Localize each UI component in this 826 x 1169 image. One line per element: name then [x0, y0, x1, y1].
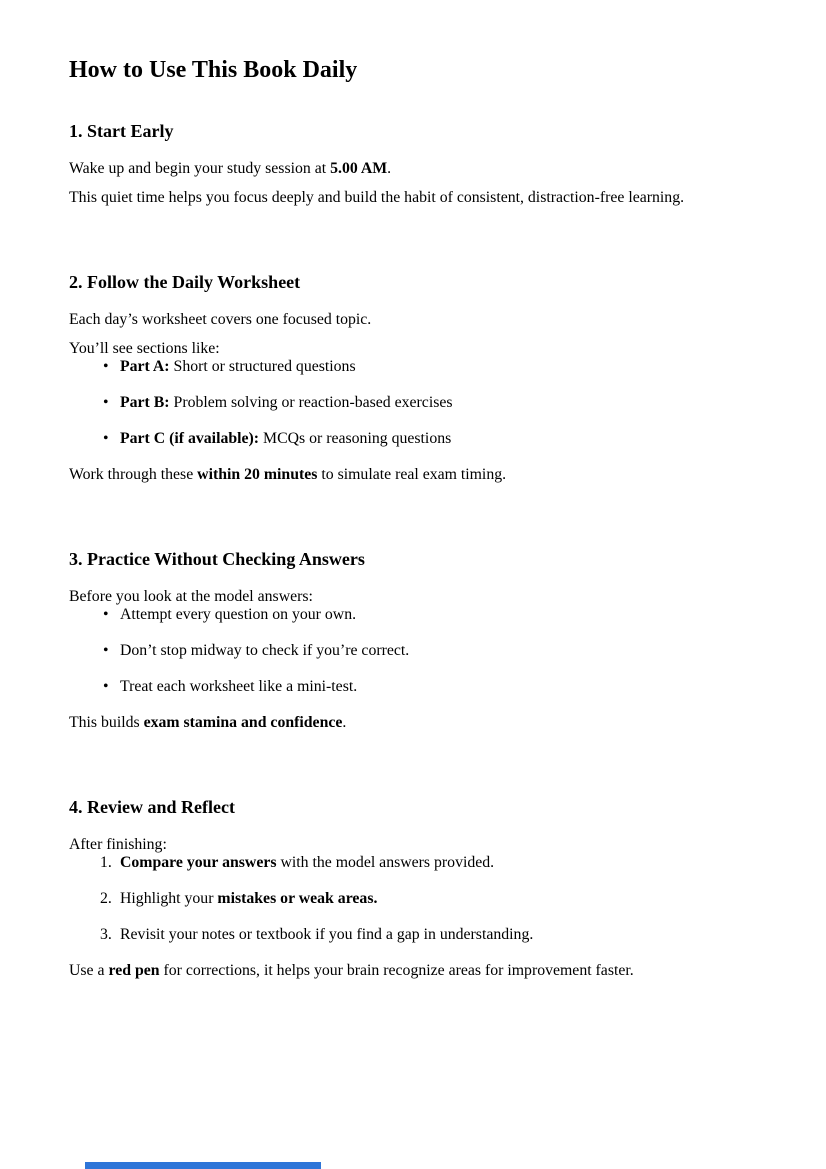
document-title: How to Use This Book Daily: [69, 57, 358, 83]
review-intro: After finishing:: [69, 836, 167, 853]
step-text: [120, 890, 766, 908]
text-run: Use a: [69, 962, 109, 979]
text-run: Problem solving or reaction-based exercises: [169, 394, 453, 411]
bold-run: 5.00 AM: [330, 160, 388, 177]
bullet-text: [120, 430, 766, 448]
bullet-icon: •: [103, 358, 109, 375]
worksheet-parts-list: [103, 358, 766, 448]
bold-run: Part C (if available):: [120, 430, 260, 447]
bullet-item: [103, 642, 766, 660]
practice-rules-list: [103, 606, 766, 696]
text-run: for corrections, it helps your brain recognize areas for improvement faster.: [159, 962, 634, 979]
bold-run: red pen: [108, 962, 160, 979]
bullet-text: [120, 358, 766, 376]
bullet-item-part-c: [103, 430, 766, 448]
text-run: .: [342, 714, 347, 731]
section-4-heading: 4. Review and Reflect: [69, 797, 235, 817]
text-run: to simulate real exam timing.: [317, 466, 507, 483]
review-outro: [69, 962, 766, 980]
worksheet-intro-line-1: Each day’s worksheet covers one focused topic.: [69, 311, 372, 328]
bullet-item: [103, 678, 766, 696]
number-label: 1.: [100, 854, 112, 871]
bold-run: Part B:: [120, 394, 170, 411]
step-text: [120, 854, 766, 872]
number-label: 2.: [100, 890, 112, 907]
bullet-text: [120, 394, 766, 412]
review-steps-list: [100, 854, 766, 944]
step-text: [120, 926, 766, 944]
text-run: This builds: [69, 714, 144, 731]
bullet-icon: •: [103, 642, 109, 659]
bullet-item-part-a: [103, 358, 766, 376]
practice-outro: [69, 714, 766, 732]
section-1-heading: 1. Start Early: [69, 121, 174, 141]
text-run: Wake up and begin your study session at: [69, 160, 331, 177]
worksheet-outro: [69, 466, 766, 484]
practice-intro: Before you look at the model answers:: [69, 588, 313, 605]
bold-run: exam stamina and confidence: [143, 714, 343, 731]
bullet-text: Attempt every question on your own.: [120, 606, 357, 623]
bold-run: Part A:: [120, 358, 170, 375]
bullet-text: Treat each worksheet like a mini-test.: [120, 678, 358, 695]
start-early-line-2: This quiet time helps you focus deeply and build the habit of consistent, distraction-free learning.: [69, 189, 685, 206]
bullet-icon: •: [103, 430, 109, 447]
bold-run: within 20 minutes: [197, 466, 318, 483]
numbered-item: [100, 926, 766, 944]
bullet-item: [103, 606, 766, 624]
bullet-icon: •: [103, 394, 109, 411]
text-run: Revisit your notes or textbook if you find a gap in understanding.: [120, 926, 534, 943]
numbered-item: [100, 890, 766, 908]
bold-run: mistakes or weak areas.: [217, 890, 378, 907]
section-2-heading: 2. Follow the Daily Worksheet: [69, 272, 301, 292]
text-run: with the model answers provided.: [276, 854, 495, 871]
worksheet-intro-line-2: You’ll see sections like:: [69, 340, 220, 357]
bullet-text: Don’t stop midway to check if you’re correct.: [120, 642, 410, 659]
bullet-item-part-b: [103, 394, 766, 412]
numbered-item: [100, 854, 766, 872]
text-run: Highlight your: [120, 890, 218, 907]
text-run: Short or structured questions: [169, 358, 356, 375]
text-run: MCQs or reasoning questions: [259, 430, 452, 447]
bold-run: Compare your answers: [120, 854, 277, 871]
bullet-icon: •: [103, 606, 109, 623]
next-section-banner-partial: [85, 1162, 321, 1169]
section-3-heading: 3. Practice Without Checking Answers: [69, 549, 365, 569]
text-run: .: [387, 160, 392, 177]
number-label: 3.: [100, 926, 112, 943]
start-early-line-1: [69, 160, 766, 178]
text-run: Work through these: [69, 466, 198, 483]
bullet-icon: •: [103, 678, 109, 695]
